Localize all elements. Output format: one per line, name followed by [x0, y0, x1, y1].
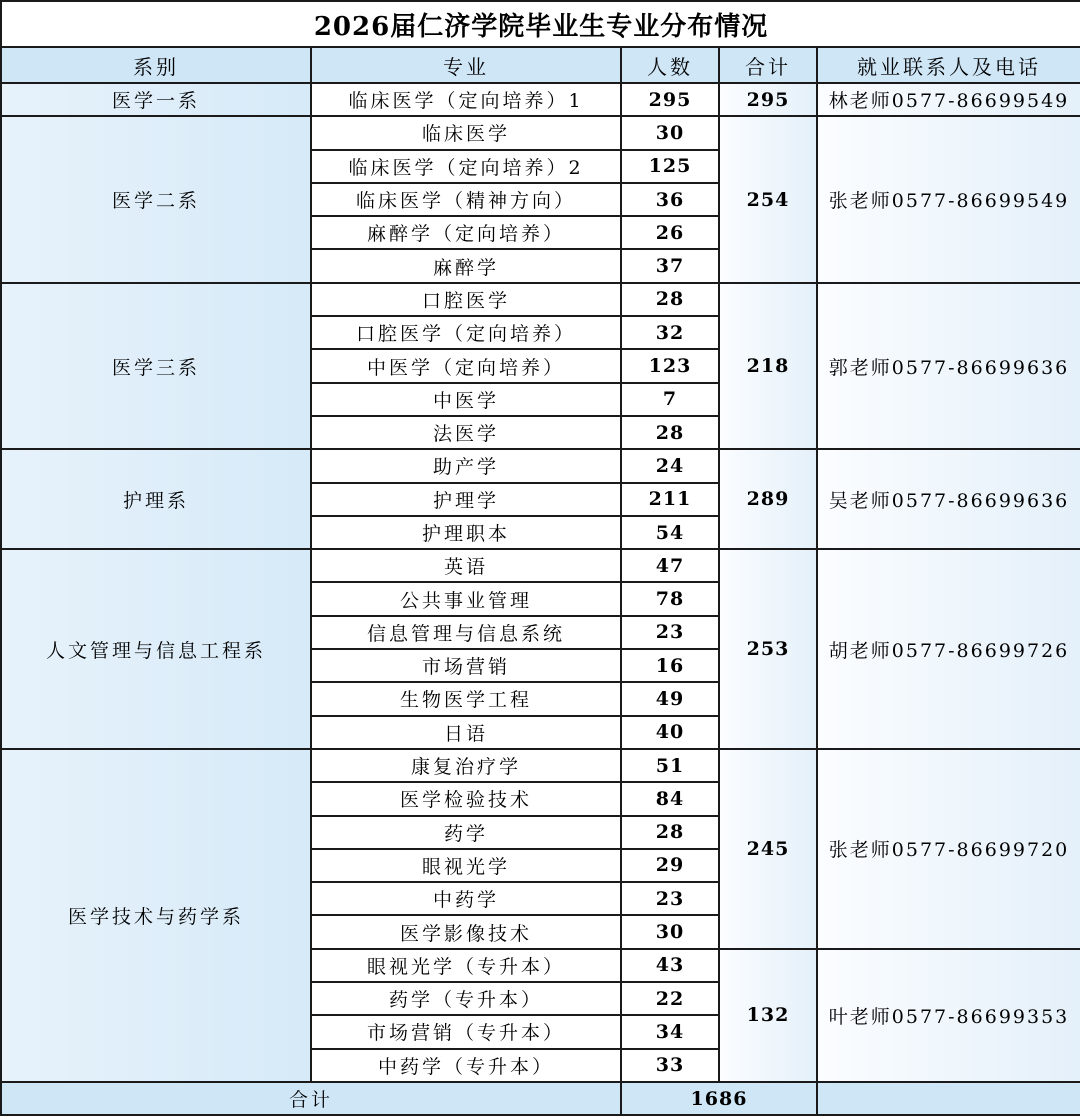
- major-cell: 生物医学工程: [311, 682, 621, 715]
- header-contact: 就业联系人及电话: [817, 47, 1080, 83]
- count-cell: 123: [621, 349, 719, 382]
- grand-total: 1686: [621, 1082, 817, 1115]
- major-cell: 麻醉学: [311, 249, 621, 282]
- count-cell: 84: [621, 782, 719, 815]
- major-cell: 中药学: [311, 882, 621, 915]
- major-cell: 公共事业管理: [311, 582, 621, 615]
- subtotal-cell: 289: [719, 449, 817, 549]
- count-cell: 33: [621, 1049, 719, 1082]
- contact-cell: 叶老师0577-86699353: [817, 949, 1080, 1082]
- table-row: [1, 83, 1080, 116]
- count-cell: 49: [621, 682, 719, 715]
- major-cell: 助产学: [311, 449, 621, 482]
- count-cell: 24: [621, 449, 719, 482]
- header-count: 人数: [621, 47, 719, 83]
- count-cell: 32: [621, 316, 719, 349]
- major-cell: 市场营销（专升本）: [311, 1015, 621, 1048]
- major-cell: 康复治疗学: [311, 749, 621, 782]
- header-subtotal: 合计: [719, 47, 817, 83]
- count-cell: 28: [621, 816, 719, 849]
- count-cell: 34: [621, 1015, 719, 1048]
- table-row: [1, 116, 1080, 149]
- major-cell: 药学: [311, 816, 621, 849]
- major-cell: 护理学: [311, 483, 621, 516]
- major-cell: 信息管理与信息系统: [311, 616, 621, 649]
- subtotal-cell: 253: [719, 549, 817, 749]
- department-cell: 医学三系: [1, 283, 311, 449]
- department-cell: 医学技术与药学系: [1, 749, 311, 1082]
- major-cell: 口腔医学（定向培养）: [311, 316, 621, 349]
- major-cell: 中医学（定向培养）: [311, 349, 621, 382]
- subtotal-cell: 132: [719, 949, 817, 1082]
- footer-row: [1, 1082, 1080, 1115]
- count-cell: 54: [621, 516, 719, 549]
- subtotal-cell: 295: [719, 83, 817, 116]
- count-cell: 16: [621, 649, 719, 682]
- count-cell: 43: [621, 949, 719, 982]
- major-cell: 医学检验技术: [311, 782, 621, 815]
- footer-label: 合计: [1, 1082, 621, 1115]
- header-major: 专业: [311, 47, 621, 83]
- major-cell: 市场营销: [311, 649, 621, 682]
- count-cell: 47: [621, 549, 719, 582]
- count-cell: 30: [621, 915, 719, 948]
- contact-cell: 张老师0577-86699720: [817, 749, 1080, 949]
- contact-cell: 郭老师0577-86699636: [817, 283, 1080, 449]
- major-cell: 麻醉学（定向培养）: [311, 216, 621, 249]
- count-cell: 40: [621, 716, 719, 749]
- contact-cell: 吴老师0577-86699636: [817, 449, 1080, 549]
- table-row: [1, 749, 1080, 782]
- table-row: [1, 449, 1080, 482]
- count-cell: 26: [621, 216, 719, 249]
- major-cell: 临床医学（定向培养）2: [311, 150, 621, 183]
- department-cell: 医学二系: [1, 116, 311, 282]
- table-title: 2026届仁济学院毕业生专业分布情况: [1, 1, 1080, 47]
- count-cell: 28: [621, 416, 719, 449]
- major-cell: 眼视光学（专升本）: [311, 949, 621, 982]
- count-cell: 37: [621, 249, 719, 282]
- count-cell: 211: [621, 483, 719, 516]
- count-cell: 23: [621, 882, 719, 915]
- major-cell: 中药学（专升本）: [311, 1049, 621, 1082]
- count-cell: 36: [621, 183, 719, 216]
- department-cell: 医学一系: [1, 83, 311, 116]
- count-cell: 22: [621, 982, 719, 1015]
- count-cell: 28: [621, 283, 719, 316]
- header-row: [1, 47, 1080, 83]
- major-cell: 眼视光学: [311, 849, 621, 882]
- subtotal-cell: 218: [719, 283, 817, 449]
- count-cell: 7: [621, 383, 719, 416]
- major-cell: 中医学: [311, 383, 621, 416]
- count-cell: 125: [621, 150, 719, 183]
- header-department: 系别: [1, 47, 311, 83]
- department-cell: 人文管理与信息工程系: [1, 549, 311, 749]
- major-cell: 口腔医学: [311, 283, 621, 316]
- major-cell: 日语: [311, 716, 621, 749]
- major-cell: 临床医学（定向培养）1: [311, 83, 621, 116]
- count-cell: 30: [621, 116, 719, 149]
- major-cell: 英语: [311, 549, 621, 582]
- count-cell: 23: [621, 616, 719, 649]
- major-cell: 临床医学: [311, 116, 621, 149]
- count-cell: 78: [621, 582, 719, 615]
- major-cell: 药学（专升本）: [311, 982, 621, 1015]
- count-cell: 29: [621, 849, 719, 882]
- major-cell: 法医学: [311, 416, 621, 449]
- count-cell: 295: [621, 83, 719, 116]
- count-cell: 51: [621, 749, 719, 782]
- contact-cell: 林老师0577-86699549: [817, 83, 1080, 116]
- department-cell: 护理系: [1, 449, 311, 549]
- footer-empty: [817, 1082, 1080, 1115]
- contact-cell: 张老师0577-86699549: [817, 116, 1080, 282]
- contact-cell: 胡老师0577-86699726: [817, 549, 1080, 749]
- major-cell: 护理职本: [311, 516, 621, 549]
- major-cell: 临床医学（精神方向）: [311, 183, 621, 216]
- table-row: [1, 549, 1080, 582]
- table-row: [1, 283, 1080, 316]
- major-cell: 医学影像技术: [311, 915, 621, 948]
- subtotal-cell: 245: [719, 749, 817, 949]
- subtotal-cell: 254: [719, 116, 817, 282]
